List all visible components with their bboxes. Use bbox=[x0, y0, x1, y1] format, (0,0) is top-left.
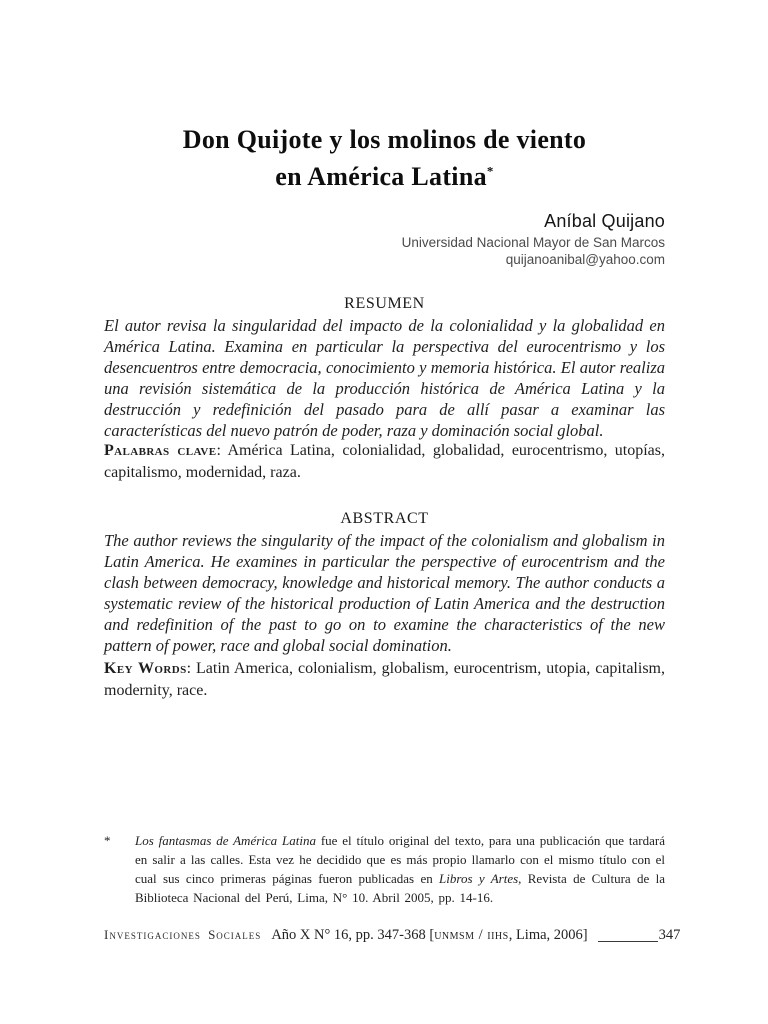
abstract-heading: ABSTRACT bbox=[340, 510, 429, 527]
footnote bbox=[104, 831, 665, 907]
resumen-heading: RESUMEN bbox=[344, 295, 425, 312]
footnote-journal-italic: Libros y Artes bbox=[439, 871, 519, 886]
paper-title-line2: en América Latina bbox=[275, 162, 487, 191]
palabras-clave-text: : América Latina, colonialidad, globalidad, eurocentrismo, utopías, capitalismo, modernidad, raza. bbox=[104, 442, 666, 481]
resumen-body: El autor revisa la singularidad del impacto de la colonialidad y la globalidad en América Latina. Examina en particular la perspectiva del eurocentrismo y los desencuentros entre democracia, conocimiento y memoria histórica. El autor realiza una revisión sistemática de la producción histórica de América Latina y la destrucción y redefinición del pasado para de allí pasar a examinar las características del nuevo patrón de poder, raza y dominación social global. bbox=[104, 316, 665, 440]
paper-title-line1: Don Quijote y los molinos de viento bbox=[182, 125, 587, 154]
key-words-paragraph bbox=[104, 658, 665, 702]
journal-name: Investigaciones Sociales bbox=[104, 927, 262, 942]
footer-citation bbox=[271, 927, 587, 944]
page-number: 347 bbox=[658, 927, 681, 943]
footnote-segment: fue el título original del texto, para una publicación que tardará en salir a las calles. Esta vez he decidido que es más propio llamarlo con el mismo título con el cual sus cinco primeras páginas fueron publicadas en bbox=[135, 833, 665, 886]
palabras-clave-paragraph bbox=[104, 440, 665, 484]
footnote-segment-end: , Revista de Cultura de la Biblioteca Nacional del Perú, Lima, N° 10. Abril 2005, pp. 14-16. bbox=[135, 871, 665, 905]
author-block bbox=[104, 209, 665, 268]
author-name: Aníbal Quijano bbox=[544, 211, 665, 231]
paper-title bbox=[104, 121, 665, 195]
citation-post: , Lima, 2006] bbox=[508, 927, 588, 943]
footnote-marker: * bbox=[104, 833, 111, 848]
citation-institution: unmsm / iihs bbox=[434, 927, 509, 943]
key-words-text: : Latin America, colonialism, globalism, eurocentrism, utopia, capitalism, modernity, race. bbox=[104, 660, 665, 699]
page-footer bbox=[104, 927, 681, 944]
key-words-label: Key Words bbox=[104, 660, 187, 677]
author-affiliation: Universidad Nacional Mayor de San Marcos bbox=[401, 235, 665, 250]
footer-rule bbox=[598, 941, 658, 942]
footnote-title-italic: Los fantasmas de América Latina bbox=[135, 833, 316, 848]
abstract-body: The author reviews the singularity of the impact of the colonialism and globalism in Latin America. He examines in particular the perspective of eurocentrism and the clash between democracy, knowledge and historical memory. The author conducts a systematic review of the historical production of Latin America and the destruction and redefinition of the past to go on to examine the characteristics of the new pattern of power, race and global social domination. bbox=[104, 531, 665, 655]
footnote-text bbox=[135, 831, 665, 907]
citation-pre: Año X N° 16, pp. 347-368 [ bbox=[271, 927, 435, 943]
title-footnote-marker: * bbox=[486, 163, 494, 179]
palabras-clave-label: Palabras clave bbox=[104, 442, 217, 459]
author-email: quijanoanibal@yahoo.com bbox=[505, 252, 665, 267]
